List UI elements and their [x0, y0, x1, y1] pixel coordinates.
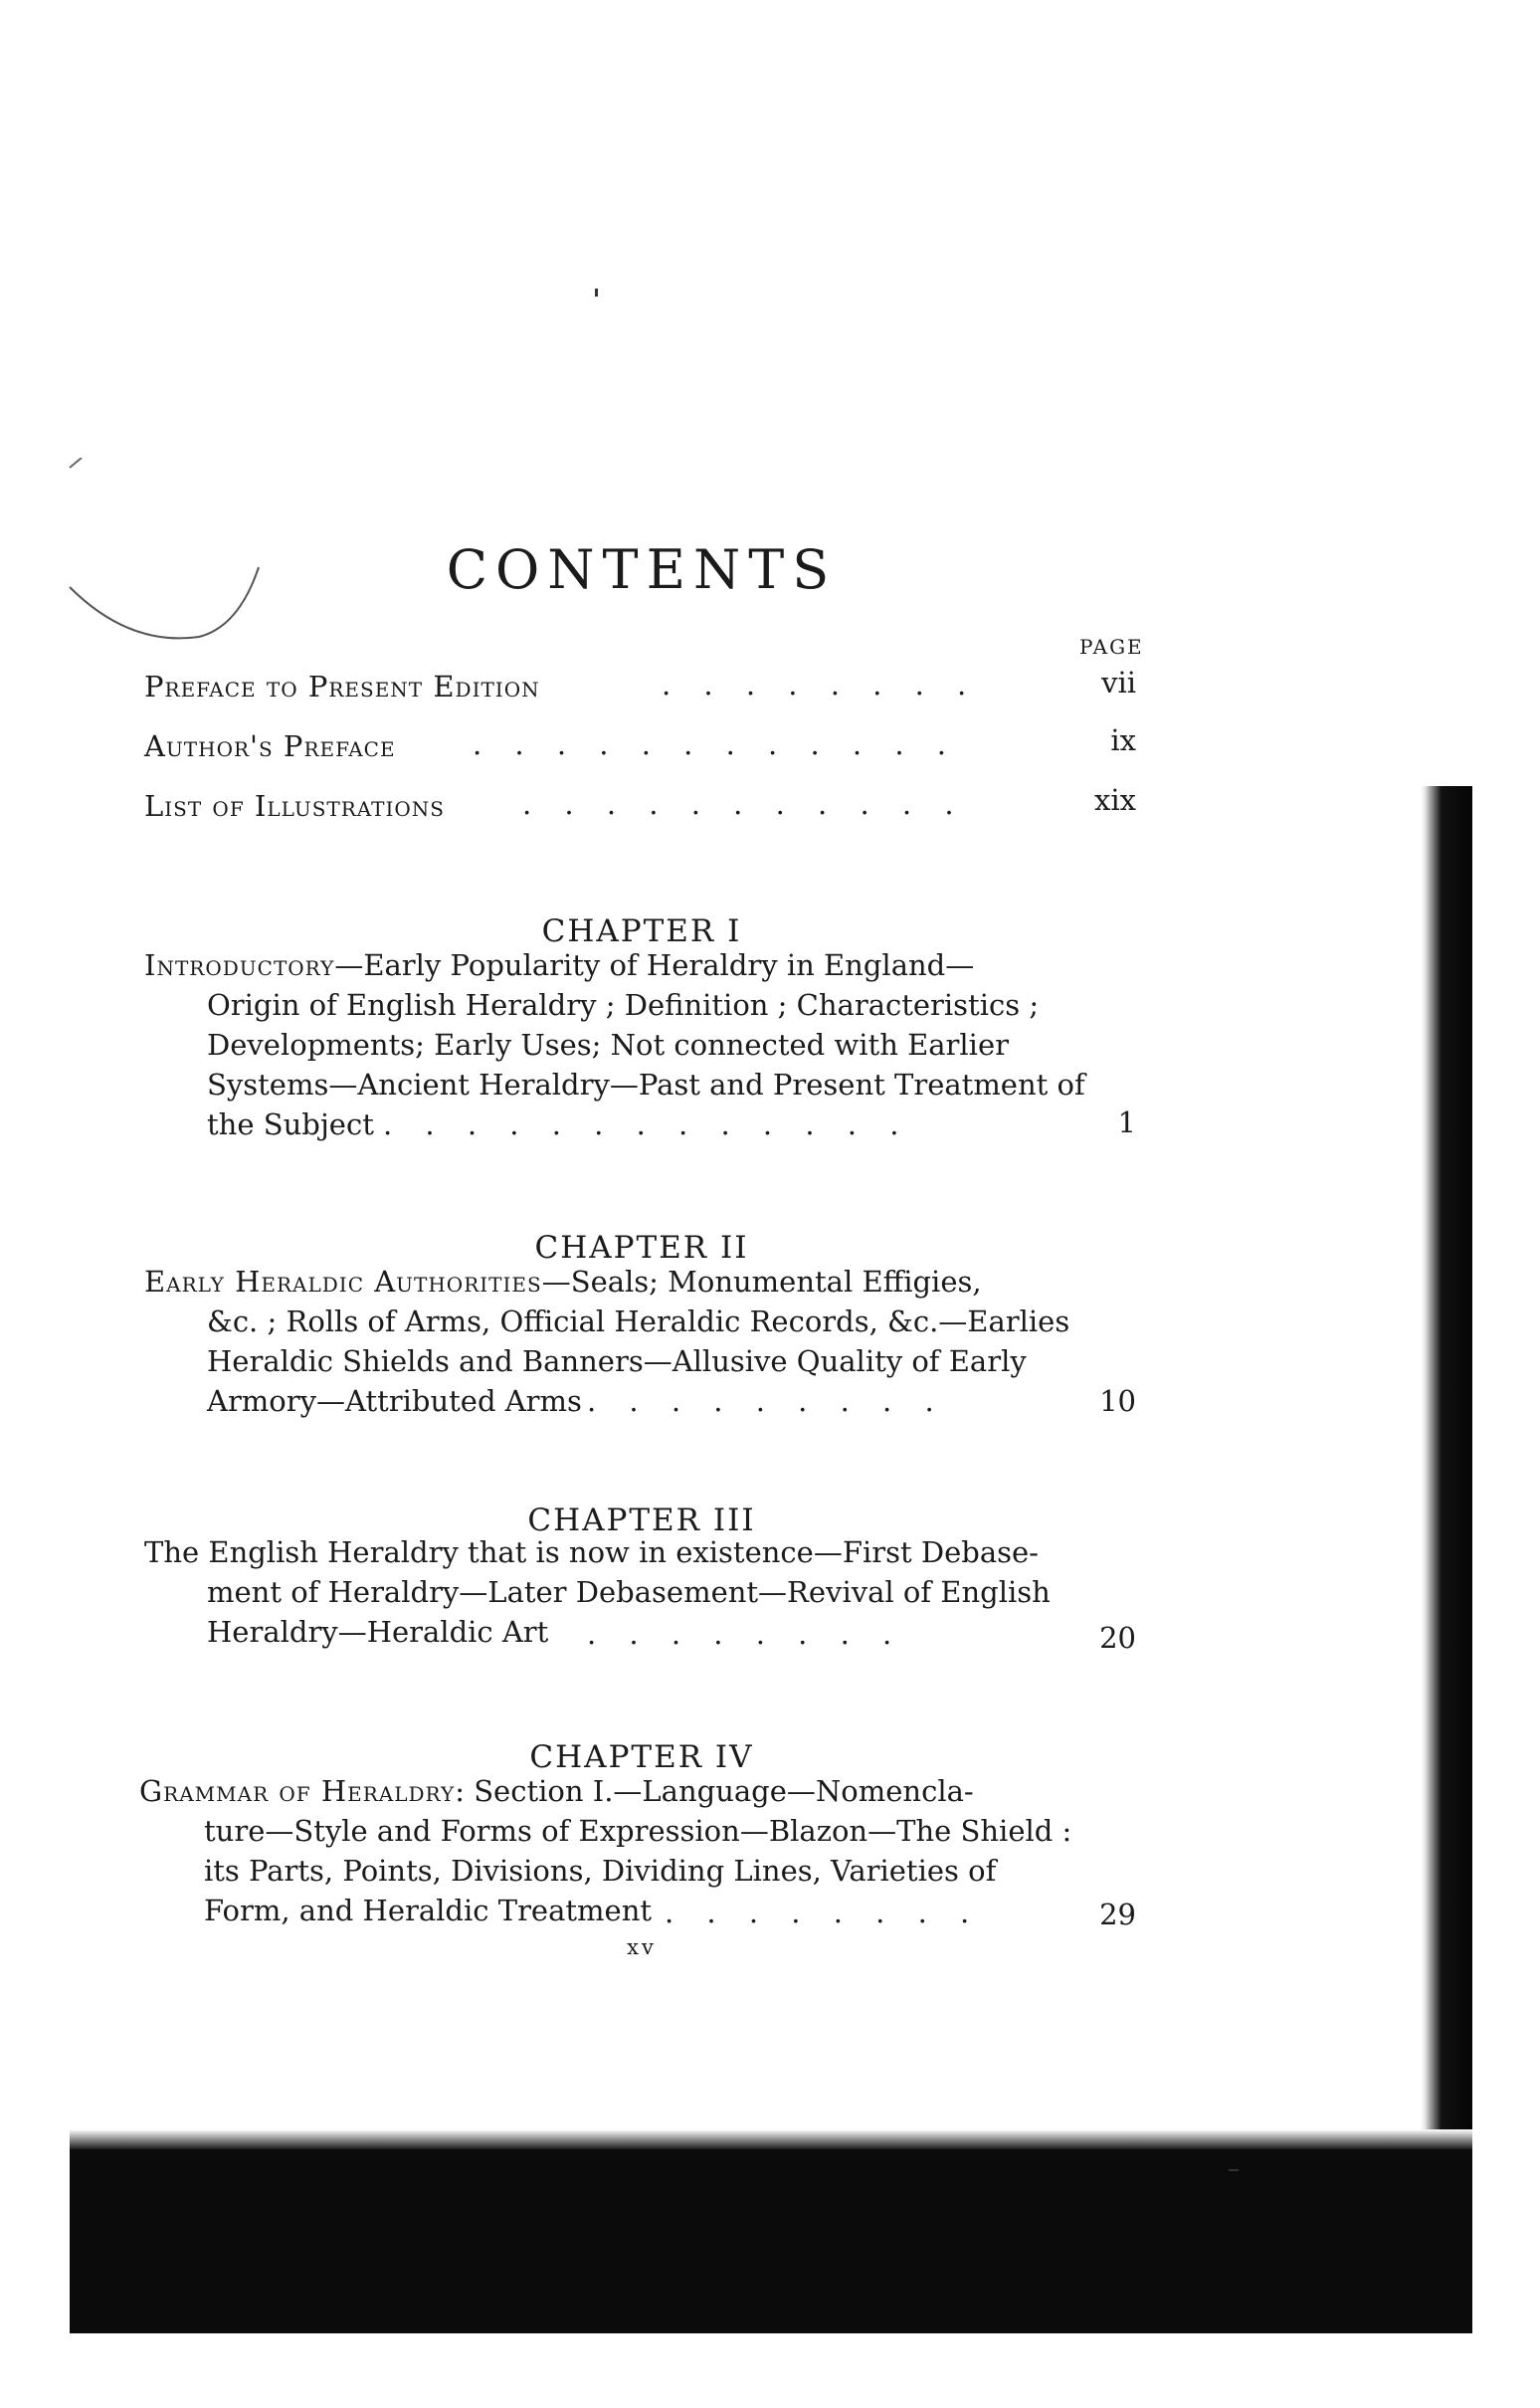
entry-line: The English Heraldry that is now in existence—First Debase- [144, 1535, 1039, 1569]
entry-line: Origin of English Heraldry ; Definition ; Characteristics ; [207, 988, 1040, 1022]
leader-dots: . . . . . . . . . . . . . [383, 1107, 911, 1141]
entry-lead: Early Heraldic Authorities [144, 1265, 542, 1299]
entry-page-number: ix [1110, 723, 1136, 757]
entry-label: List of Illustrations [144, 789, 445, 823]
scan-edge-shadow [1421, 786, 1472, 2219]
entry-page-number: 29 [1099, 1898, 1136, 1931]
entry-line: Systems—Ancient Heraldry—Past and Present Treatment of [207, 1068, 1085, 1102]
leader-dots: . . . . . . . . [665, 1896, 982, 1929]
entry-line: Form, and Heraldic Treatment [204, 1894, 653, 1927]
entry-page-number: vii [1101, 666, 1136, 700]
entry-page-number: 20 [1099, 1621, 1136, 1655]
entry-line: ment of Heraldry—Later Debasement—Revival of English [207, 1575, 1051, 1609]
entry-page-number: 10 [1099, 1384, 1136, 1418]
entry-label: Author's Preface [144, 729, 396, 763]
chapter-heading: CHAPTER II [534, 1229, 749, 1266]
entry-page-number: xix [1094, 783, 1136, 817]
chapter-heading: CHAPTER IV [529, 1738, 754, 1775]
entry-line: ture—Style and Forms of Expression—Blazon—The Shield : [204, 1814, 1072, 1848]
scan-edge-shadow [70, 2129, 1472, 2333]
entry-lead: Introductory [144, 948, 335, 982]
leader-dots: . . . . . . . . . [587, 1384, 946, 1418]
leader-dots: . . . . . . . . . . . . [473, 727, 959, 761]
page-column-header: PAGE [1079, 635, 1144, 659]
entry-line: Heraldic Shields and Banners—Allusive Quality of Early [207, 1344, 1027, 1378]
folio-number: xv [627, 1935, 657, 1959]
scan-speck [595, 289, 598, 297]
entry-line: Developments; Early Uses; Not connected with Earlier [207, 1028, 1009, 1062]
entry-line: —Early Popularity of Heraldry in England— [334, 948, 975, 982]
entry-line: its Parts, Points, Divisions, Dividing Lines, Varieties of [204, 1854, 997, 1888]
leader-dots: . . . . . . . . . . . [522, 787, 966, 821]
entry-line: Heraldry—Heraldic Art [207, 1615, 549, 1649]
scan-speck [1229, 2169, 1239, 2171]
entry-label: Preface to Present Edition [144, 670, 540, 703]
leader-dots: . . . . . . . . [662, 668, 979, 702]
entry-line: the Subject [207, 1107, 374, 1141]
entry-line: : Section I.—Language—Nomencla- [455, 1774, 974, 1808]
entry-line: Armory—Attributed Arms [207, 1384, 582, 1418]
chapter-heading: CHAPTER III [527, 1502, 756, 1538]
entry-lead: Grammar of Heraldry [139, 1774, 456, 1808]
leader-dots: . . . . . . . . [587, 1617, 904, 1651]
chapter-heading: CHAPTER I [541, 912, 742, 949]
entry-line: &c. ; Rolls of Arms, Official Heraldic Records, &c.—Earlies [207, 1304, 1070, 1338]
contents-title: CONTENTS [446, 538, 838, 602]
entry-line: —Seals; Monumental Effigies, [541, 1265, 982, 1299]
entry-page-number: 1 [1117, 1105, 1136, 1139]
